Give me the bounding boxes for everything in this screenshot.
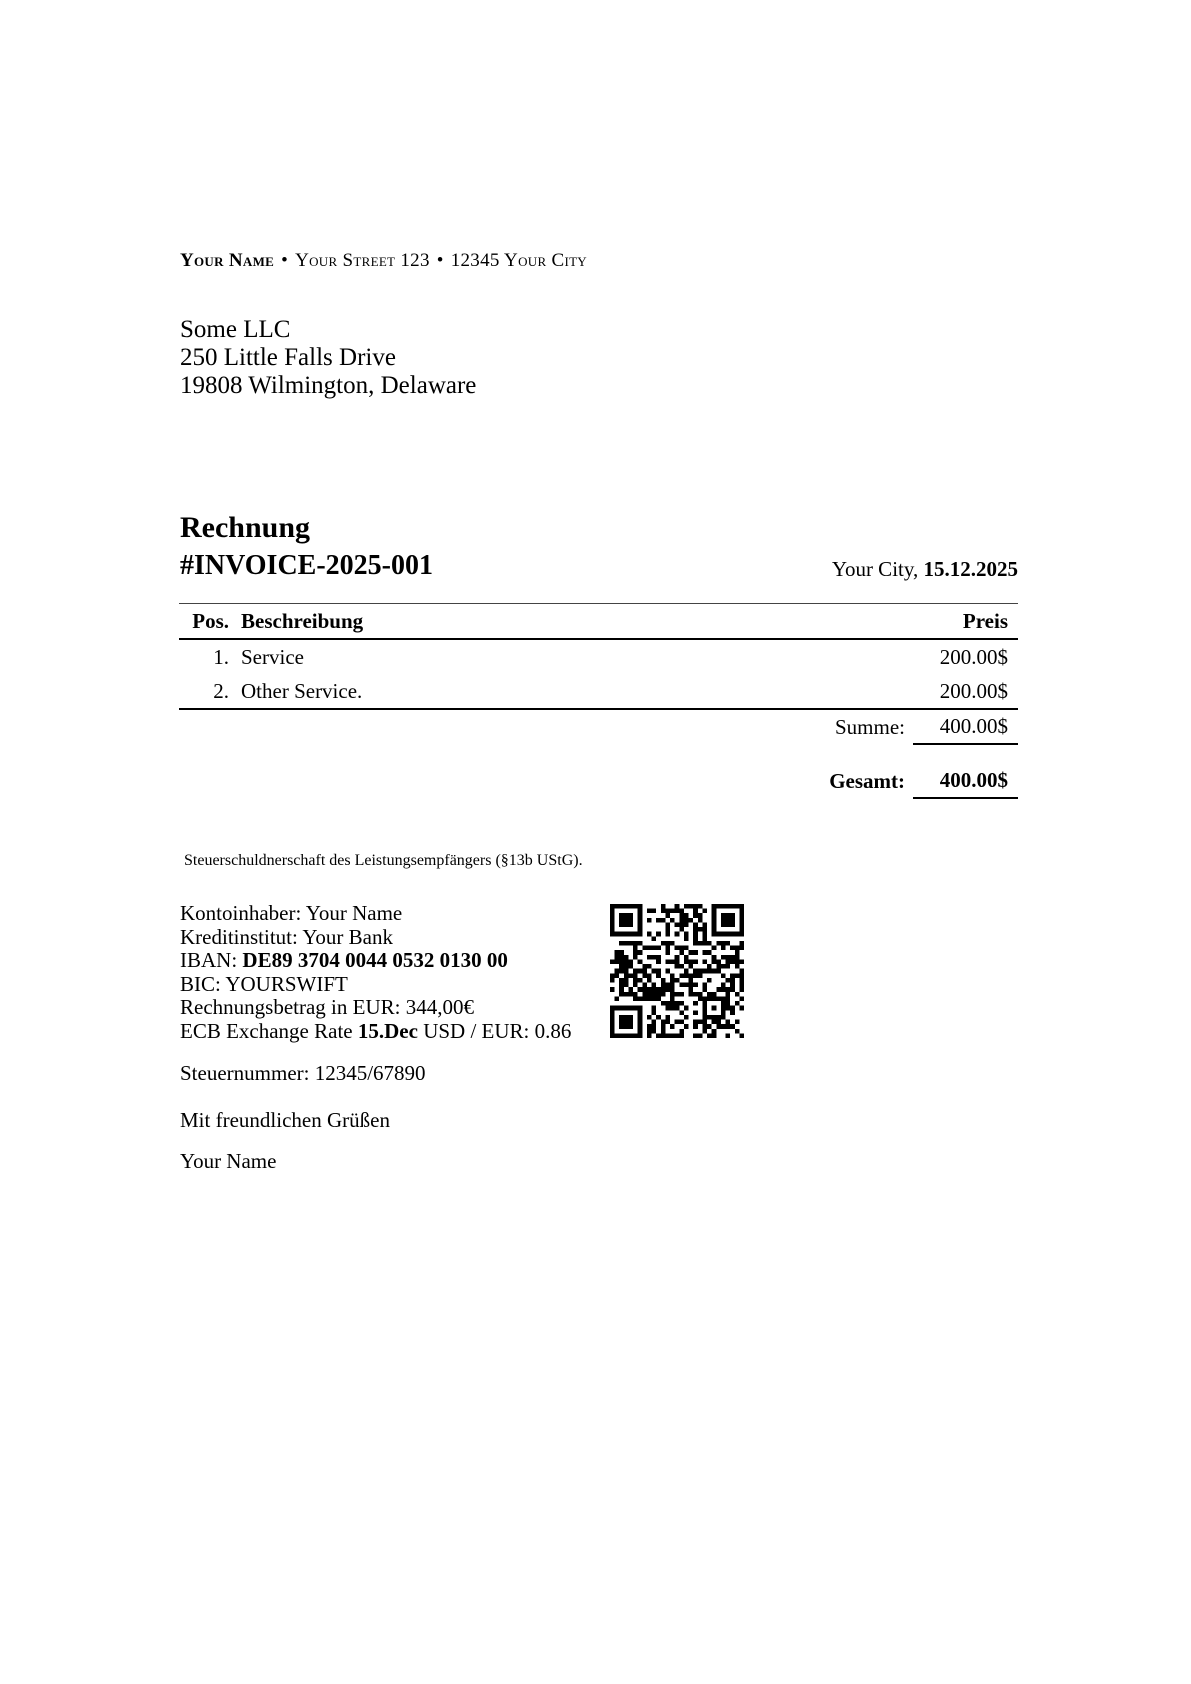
separator: • bbox=[436, 250, 444, 271]
recipient-address bbox=[180, 316, 476, 400]
invoice-number: #INVOICE-2025-001 bbox=[180, 550, 433, 581]
institute-line bbox=[180, 926, 571, 950]
bank-details bbox=[180, 902, 571, 1043]
iban: DE89 3704 0044 0532 0130 00 bbox=[242, 948, 508, 972]
institute-label: Kreditinstitut: bbox=[180, 924, 298, 949]
bic: YOURSWIFT bbox=[225, 971, 348, 996]
account-holder: Your Name bbox=[305, 901, 403, 925]
subtotal-row bbox=[835, 709, 1018, 745]
line-items-table bbox=[179, 603, 1018, 710]
recipient-company: Some LLC bbox=[180, 316, 291, 343]
amount: 344,00€ bbox=[405, 995, 474, 1019]
total-value: 400.00$ bbox=[913, 763, 1018, 799]
rate-label: ECB Exchange Rate bbox=[180, 1018, 353, 1043]
signature-name: Your Name bbox=[180, 1149, 277, 1173]
iban-label: IBAN: bbox=[180, 948, 238, 972]
row-pos: 2. bbox=[179, 674, 239, 709]
document-title: Rechnung bbox=[180, 511, 311, 544]
iban-line bbox=[180, 949, 571, 973]
subtotal-label: Summe: bbox=[834, 714, 905, 739]
account-holder-line bbox=[180, 902, 571, 926]
separator: • bbox=[281, 250, 289, 271]
invoice-place: Your City, bbox=[831, 557, 919, 581]
row-description: Other Service. bbox=[239, 674, 848, 709]
sender-street: Your Street 123 bbox=[295, 250, 430, 271]
recipient-city: 19808 Wilmington, Delaware bbox=[180, 372, 477, 399]
place-and-date bbox=[832, 557, 1018, 582]
rate-value: 0.86 bbox=[534, 1018, 572, 1043]
header-pos: Pos. bbox=[179, 604, 239, 640]
table-row bbox=[179, 639, 1018, 674]
table-header-row bbox=[179, 604, 1018, 640]
table-row bbox=[179, 674, 1018, 709]
rate-pair: USD / EUR: bbox=[423, 1018, 530, 1043]
tax-number: 12345/67890 bbox=[314, 1061, 426, 1085]
tax-number-label: Steuernummer: bbox=[180, 1061, 310, 1085]
header-description: Beschreibung bbox=[239, 604, 848, 640]
subtotal-value: 400.00$ bbox=[913, 709, 1018, 745]
amount-line bbox=[180, 996, 571, 1020]
payment-qr-code-icon bbox=[610, 904, 744, 1038]
header-price: Preis bbox=[848, 604, 1018, 640]
exchange-rate-line bbox=[180, 1020, 571, 1044]
total-label: Gesamt: bbox=[829, 768, 905, 793]
closing-greeting: Mit freundlichen Grüßen bbox=[180, 1108, 390, 1132]
rate-date: 15.Dec bbox=[357, 1018, 418, 1043]
invoice-date: 15.12.2025 bbox=[923, 557, 1018, 581]
amount-label: Rechnungsbetrag in EUR: bbox=[180, 995, 401, 1019]
bic-label: BIC: bbox=[180, 971, 221, 996]
row-pos: 1. bbox=[213, 644, 229, 669]
row-price: 200.00$ bbox=[939, 644, 1008, 669]
row-price: 200.00$ bbox=[848, 674, 1018, 709]
sender-line bbox=[180, 250, 587, 272]
tax-note: Steuerschuldnerschaft des Leistungsempfängers (§13b UStG). bbox=[184, 852, 583, 869]
institute: Your Bank bbox=[302, 924, 393, 949]
account-holder-label: Kontoinhaber: bbox=[180, 901, 302, 925]
tax-number-line bbox=[180, 1061, 426, 1086]
sender-city: 12345 Your City bbox=[450, 250, 587, 271]
sender-name: Your Name bbox=[180, 250, 275, 271]
recipient-street: 250 Little Falls Drive bbox=[180, 344, 396, 371]
row-description: Service bbox=[241, 644, 304, 669]
total-row bbox=[829, 763, 1018, 799]
bic-line bbox=[180, 973, 571, 997]
